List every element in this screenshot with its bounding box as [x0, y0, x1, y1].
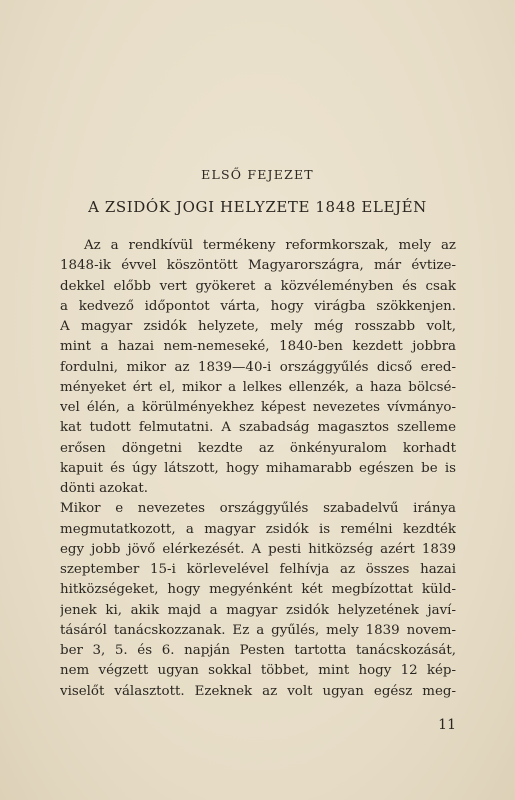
text-line: Mikor e nevezetes országgyűlés szabadelvű iránya: [60, 501, 456, 517]
text-line: Az a rendkívül termékeny reformkorszak, mely az: [84, 238, 456, 253]
paragraph: [60, 317, 456, 499]
text-line: mint a hazai nem-nemeseké, 1840-ben kezdett jobbra: [60, 339, 456, 355]
text-line: viselőt választott. Ezeknek az volt ugyan egész meg-: [60, 683, 456, 699]
chapter-label: ELSŐ FEJEZET: [201, 167, 314, 182]
text-line: tásáról tanácskozzanak. Ez a gyűlés, mely 1839 novem-: [60, 622, 456, 638]
paragraph: [60, 499, 456, 702]
text-line: kat tudott felmutatni. A szabadság magasztos szelleme: [60, 420, 456, 436]
chapter-title: A ZSIDÓK JOGI HELYZETE 1848 ELEJÉN: [88, 198, 427, 216]
text-line: erősen döngetni kezdte az önkényuralom korhadt: [60, 440, 456, 456]
text-line: a kedvező időpontot várta, hogy virágba szökkenjen.: [60, 298, 456, 314]
text-line: ményeket ért el, mikor a lelkes ellenzék, a haza bölcsé-: [60, 379, 456, 395]
page-number: 11: [438, 717, 456, 733]
text-line: vel élén, a körülményekhez képest nevezetes vívmányo-: [60, 400, 456, 415]
body-text: [60, 236, 456, 702]
text-line: fordulni, mikor az 1839—40-i országgyűlés dicső ered-: [60, 359, 456, 375]
text-line: jenek ki, akik majd a magyar zsidók helyzetének javí-: [60, 602, 456, 618]
text-line: dönti azokat.: [60, 481, 149, 496]
text-line: nem végzett ugyan sokkal többet, mint hogy 12 kép-: [60, 663, 456, 679]
text-line: hitközségeket, hogy megyénként két megbízottat küld-: [60, 582, 456, 598]
paragraph: [60, 236, 456, 317]
text-line: 1848-ik évvel köszöntött Magyarországra, már évtize-: [60, 258, 456, 274]
text-line: kapuit és úgy látszott, hogy mihamarabb egészen be is: [60, 460, 456, 476]
text-line: dekkel előbb vert gyökeret a közvéleményben és csak: [60, 278, 456, 294]
text-line: ber 3, 5. és 6. napján Pesten tartotta tanácskozását,: [60, 643, 456, 658]
text-line: egy jobb jövő elérkezését. A pesti hitközség azért 1839: [60, 541, 456, 557]
text-line: A magyar zsidók helyzete, mely még rosszabb volt,: [60, 319, 456, 334]
text-line: megmutatkozott, a magyar zsidók is remélni kezdték: [60, 521, 456, 537]
text-line: szeptember 15-i körlevelével felhívja az összes hazai: [60, 562, 456, 577]
